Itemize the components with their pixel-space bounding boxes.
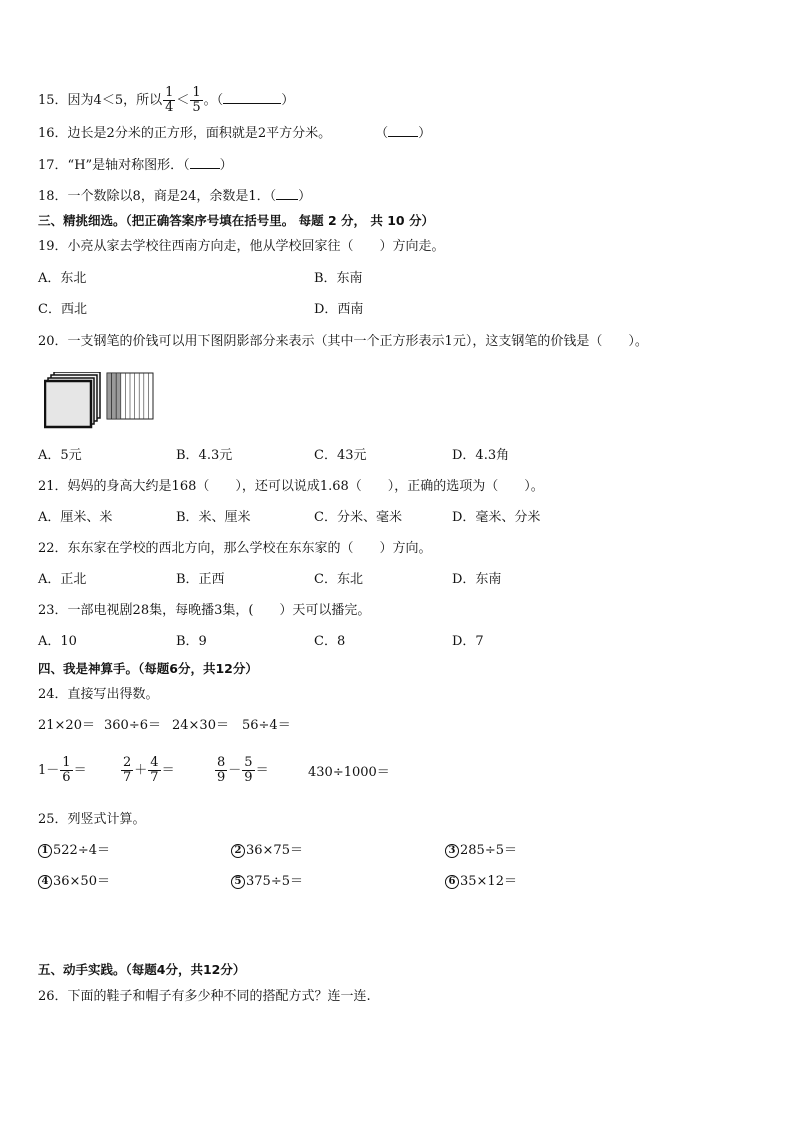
q25-item-2: 2 36×75＝ bbox=[231, 842, 303, 860]
fraction-one-quarter: $\frac{1}{4}$ bbox=[165, 85, 174, 115]
q19-option-d[interactable]: D．西南 bbox=[314, 302, 364, 317]
question-23: 23．一部电视剧28集，每晚播3集，( ）天可以播完。 bbox=[38, 603, 371, 618]
section-5-heading: 五、动手实践。（每题4分，共12分） bbox=[38, 962, 246, 977]
q24-expr-5: 1－ $\frac{1}{6}$ ＝ bbox=[38, 755, 87, 785]
question-25: 25．列竖式计算。 bbox=[38, 812, 146, 827]
q22-option-b[interactable]: B．正西 bbox=[176, 572, 225, 587]
q22-option-d[interactable]: D．东南 bbox=[452, 572, 502, 587]
answer-blank[interactable] bbox=[388, 124, 418, 137]
question-18: 18．一个数除以8，商是24，余数是1．（ ） bbox=[38, 189, 312, 204]
q21-option-b[interactable]: B．米、厘米 bbox=[176, 510, 251, 525]
q19-option-a[interactable]: A．东北 bbox=[38, 271, 87, 286]
q19-option-b[interactable]: B．东南 bbox=[314, 271, 363, 286]
q24-expr-8: 430÷1000＝ bbox=[308, 765, 390, 780]
fraction-one-fifth: $\frac{1}{5}$ bbox=[192, 85, 201, 115]
answer-blank[interactable] bbox=[276, 187, 298, 200]
q22-option-c[interactable]: C．东北 bbox=[314, 572, 363, 587]
q21-option-d[interactable]: D．毫米、分米 bbox=[452, 510, 541, 525]
q20-option-b[interactable]: B．4.3元 bbox=[176, 448, 233, 463]
q21-option-c[interactable]: C．分米、毫米 bbox=[314, 510, 402, 525]
question-17: 17．“H”是轴对称图形．（ ） bbox=[38, 158, 233, 173]
question-22: 22．东东家在学校的西北方向，那么学校在东东家的（ ）方向。 bbox=[38, 541, 432, 556]
q24-expr-7: $\frac{8}{9}$ － $\frac{5}{9}$ ＝ bbox=[217, 755, 269, 785]
q25-item-3: 3 285÷5＝ bbox=[445, 842, 517, 860]
q19-option-c[interactable]: C．西北 bbox=[38, 302, 87, 317]
strip-2 bbox=[112, 373, 117, 419]
question-24: 24．直接写出得数。 bbox=[38, 687, 159, 702]
squares-and-strips-svg bbox=[44, 372, 164, 432]
q24-expr-2: 360÷6＝ bbox=[104, 718, 161, 733]
q23-option-c[interactable]: C．8 bbox=[314, 634, 346, 649]
q23-option-a[interactable]: A．10 bbox=[38, 634, 77, 649]
q25-item-5: 5 375÷5＝ bbox=[231, 873, 303, 891]
q21-option-a[interactable]: A．厘米、米 bbox=[38, 510, 113, 525]
q25-item-6: 6 35×12＝ bbox=[445, 873, 517, 891]
q20-option-a[interactable]: A．5元 bbox=[38, 448, 82, 463]
q25-item-1: 1 522÷4＝ bbox=[38, 842, 110, 860]
q23-option-d[interactable]: D．7 bbox=[452, 634, 484, 649]
question-19: 19．小亮从家去学校往西南方向走，他从学校回家往（ ）方向走。 bbox=[38, 239, 445, 254]
question-20: 20．一支钢笔的价钱可以用下图阴影部分来表示（其中一个正方形表示1元），这支钢笔的价钱是（ ）。 bbox=[38, 334, 648, 349]
q23-option-b[interactable]: B．9 bbox=[176, 634, 207, 649]
question-21: 21．妈妈的身高大约是168（ ），还可以说成1.68（ ），正确的选项为（ ）。 bbox=[38, 479, 544, 494]
question-15: 15．因为4＜5，所以 $\frac{1}{4}$ ＜ $\frac{1}{5}$ 。（ ） bbox=[38, 85, 295, 115]
q24-expr-4: 56÷4＝ bbox=[242, 718, 291, 733]
q25-item-4: 4 36×50＝ bbox=[38, 873, 110, 891]
answer-blank[interactable] bbox=[190, 156, 220, 169]
q20-option-d[interactable]: D．4.3角 bbox=[452, 448, 510, 463]
strip-3 bbox=[116, 373, 121, 419]
section-4-heading: 四、我是神算手。（每题6分，共12分） bbox=[38, 661, 258, 676]
answer-blank[interactable] bbox=[223, 91, 281, 104]
tenths-strips bbox=[107, 373, 153, 419]
q24-expr-6: $\frac{2}{7}$ ＋ $\frac{4}{7}$ ＝ bbox=[123, 755, 175, 785]
question-26: 26．下面的鞋子和帽子有多少种不同的搭配方式？连一连. bbox=[38, 989, 371, 1004]
strip-1 bbox=[107, 373, 112, 419]
q24-expr-1: 21×20＝ bbox=[38, 718, 95, 733]
question-16: 16．边长是2分米的正方形，面积就是2平方分米。 （ ） bbox=[38, 126, 432, 141]
section-3-heading: 三、精挑细选。（把正确答案序号填在括号里。 每题 2 分， 共 10 分） bbox=[38, 213, 434, 228]
q24-expr-3: 24×30＝ bbox=[172, 718, 229, 733]
square-1 bbox=[45, 381, 91, 427]
q20-option-c[interactable]: C．43元 bbox=[314, 448, 367, 463]
shaded-squares-figure bbox=[44, 372, 164, 436]
q22-option-a[interactable]: A．正北 bbox=[38, 572, 87, 587]
